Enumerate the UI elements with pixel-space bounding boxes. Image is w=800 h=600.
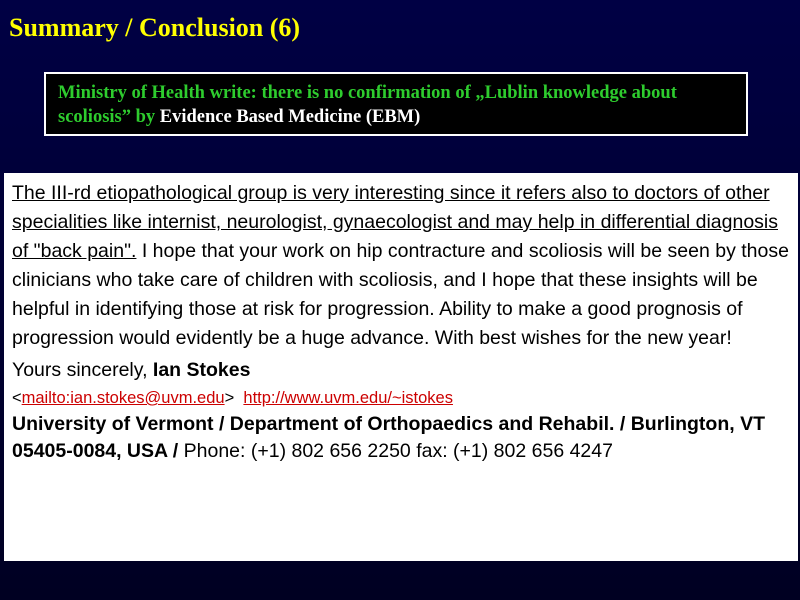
lt-symbol: <	[12, 389, 22, 407]
letter-panel	[4, 173, 798, 561]
links-line	[12, 385, 794, 411]
gt-symbol: >	[224, 389, 235, 407]
letter-body-text: I hope that your work on hip contracture and scoliosis will be seen by those clinicians who take care of children with scoliosis, and I hope that these insights will be helpful in identifying those at risk for progression. Ability to make a good prognosis of progression would evidently be a huge advance. With best wishes for the new year!	[12, 240, 789, 349]
affiliation-text: University of Vermont / Department of Orthopaedics and Rehabil. / Burlington, VT 05405-0084, USA /	[12, 413, 766, 462]
closing-text: Yours sincerely,	[12, 359, 153, 381]
signer-name: Ian Stokes	[152, 359, 251, 381]
letter-underlined-text: The III-rd etiopathological group is very interesting since it refers also to doctors of other specialities like internist, neurologist, gynaecologist and may help in differential diagnosis of "back pain".	[12, 182, 778, 262]
address-block	[12, 411, 794, 465]
callout-text-ebm: Evidence Based Medicine (EBM)	[159, 107, 421, 127]
callout-text-green: Ministry of Health write: there is no confirmation of „Lublin knowledge about scoliosis” by	[58, 83, 677, 127]
contact-text: Phone: (+1) 802 656 2250 fax: (+1) 802 656 4247	[178, 440, 613, 462]
website-link[interactable]: http://www.uvm.edu/~istokes	[243, 389, 453, 407]
signature-line	[12, 356, 794, 385]
letter-body	[12, 179, 794, 353]
email-link[interactable]: mailto:ian.stokes@uvm.edu	[21, 389, 225, 407]
ministry-callout-box	[44, 72, 748, 136]
slide-title: Summary / Conclusion (6)	[9, 13, 301, 42]
